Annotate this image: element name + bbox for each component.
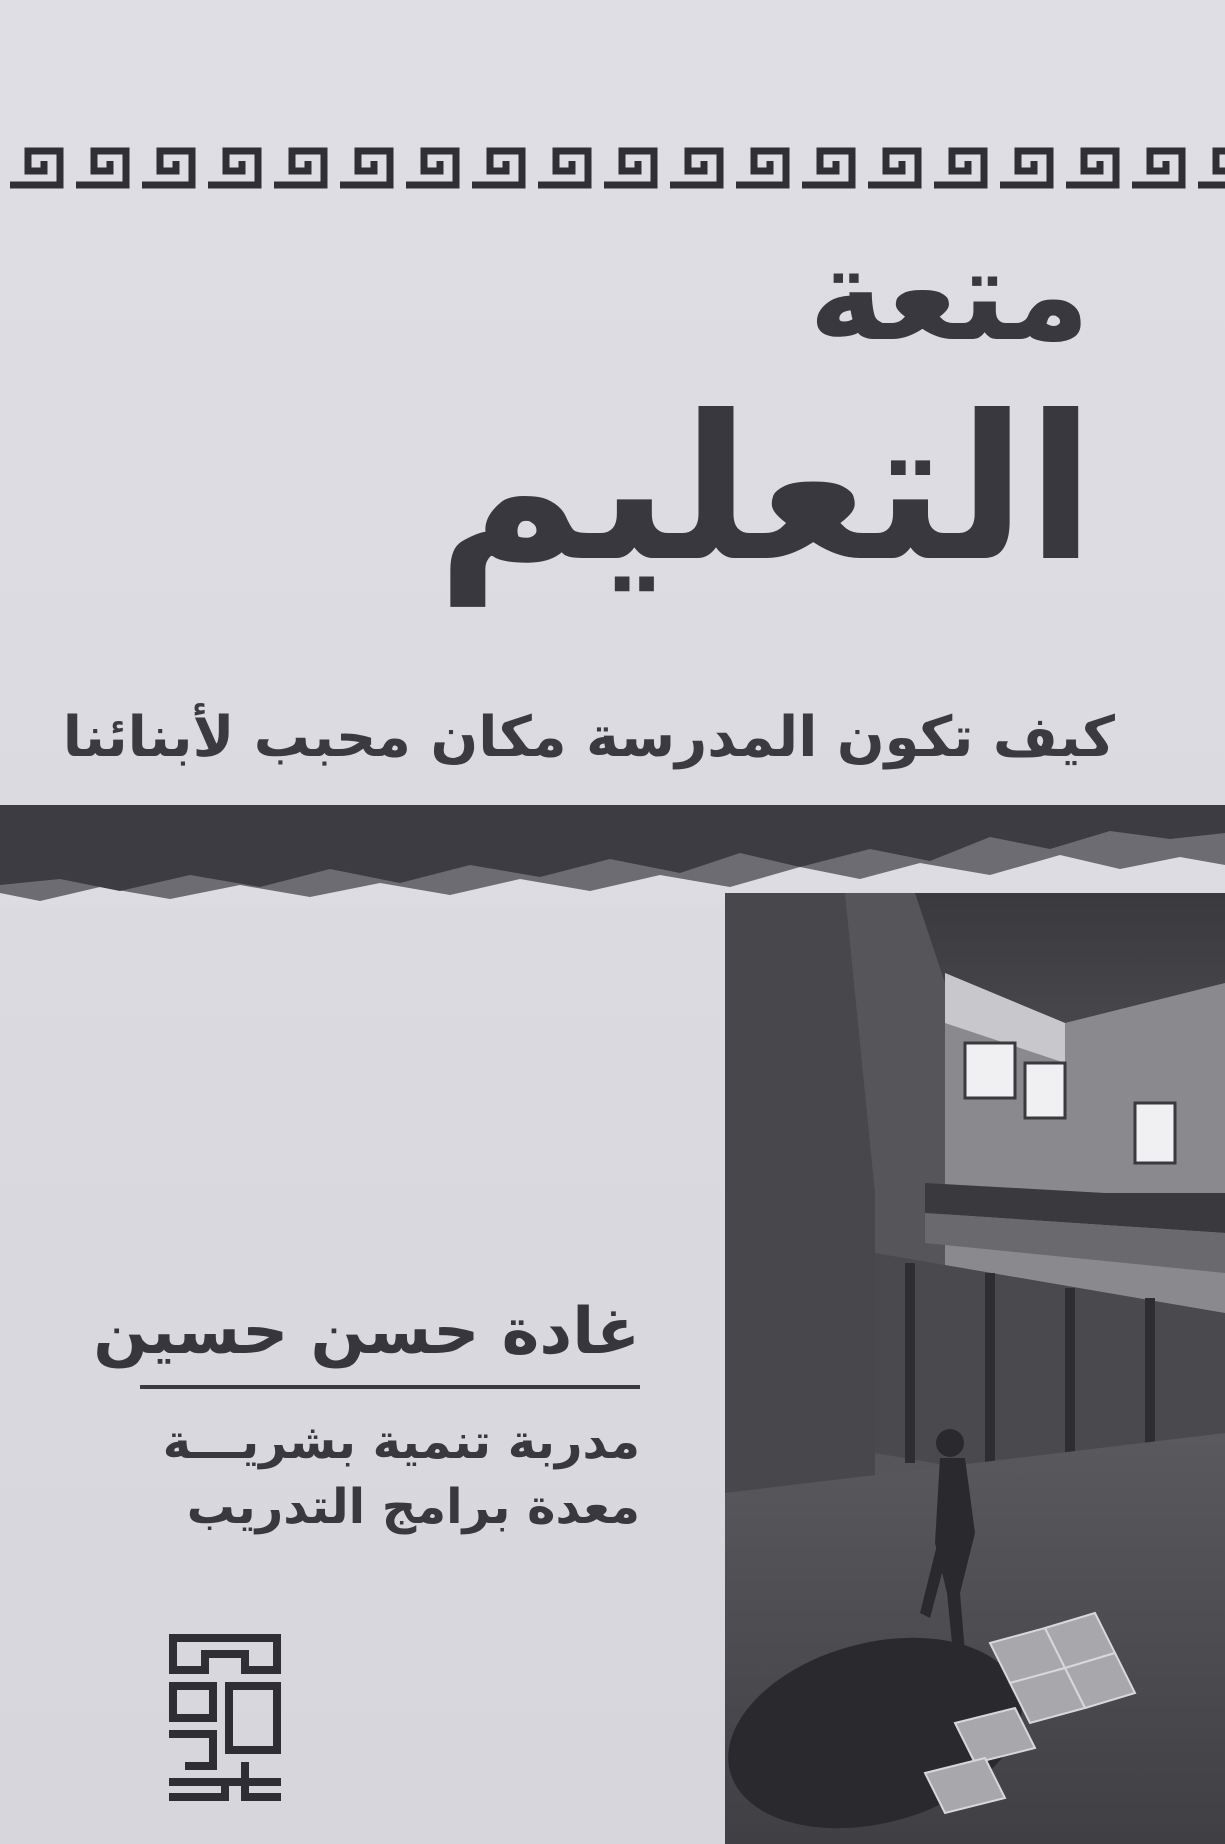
greek-key-motif xyxy=(340,151,390,185)
greek-key-border xyxy=(0,145,1225,191)
greek-key-motif xyxy=(142,151,192,185)
greek-key-motif xyxy=(472,151,522,185)
greek-key-motif xyxy=(274,151,324,185)
title-line-2: التعليم xyxy=(436,373,1095,606)
greek-key-motif xyxy=(1198,151,1225,185)
greek-key-motif xyxy=(802,151,852,185)
greek-key-motif xyxy=(934,151,984,185)
greek-key-motif xyxy=(736,151,786,185)
greek-key-motif xyxy=(670,151,720,185)
greek-key-motif xyxy=(604,151,654,185)
title-line-1: متعة xyxy=(808,221,1090,370)
greek-key-motif xyxy=(76,151,126,185)
decorative-ridge-band xyxy=(0,805,1225,905)
author-role-1: مدربة تنمية بشريـــة xyxy=(162,1414,640,1470)
greek-key-motif xyxy=(10,151,60,185)
greek-key-motif xyxy=(1132,151,1182,185)
greek-key-motif xyxy=(1066,151,1116,185)
author-name: غادة حسن حسين xyxy=(93,1295,640,1369)
greek-key-motif xyxy=(406,151,456,185)
greek-key-motif xyxy=(538,151,588,185)
greek-key-motif xyxy=(868,151,918,185)
cover-photo xyxy=(725,893,1225,1844)
author-role-2: معدة برامج التدريب xyxy=(186,1479,640,1535)
greek-key-motif xyxy=(208,151,258,185)
kufic-logo-icon xyxy=(165,1630,285,1805)
author-divider xyxy=(140,1385,640,1389)
subtitle: كيف تكون المدرسة مكان محبب لأبنائنا xyxy=(62,705,1115,770)
greek-key-motif xyxy=(1000,151,1050,185)
